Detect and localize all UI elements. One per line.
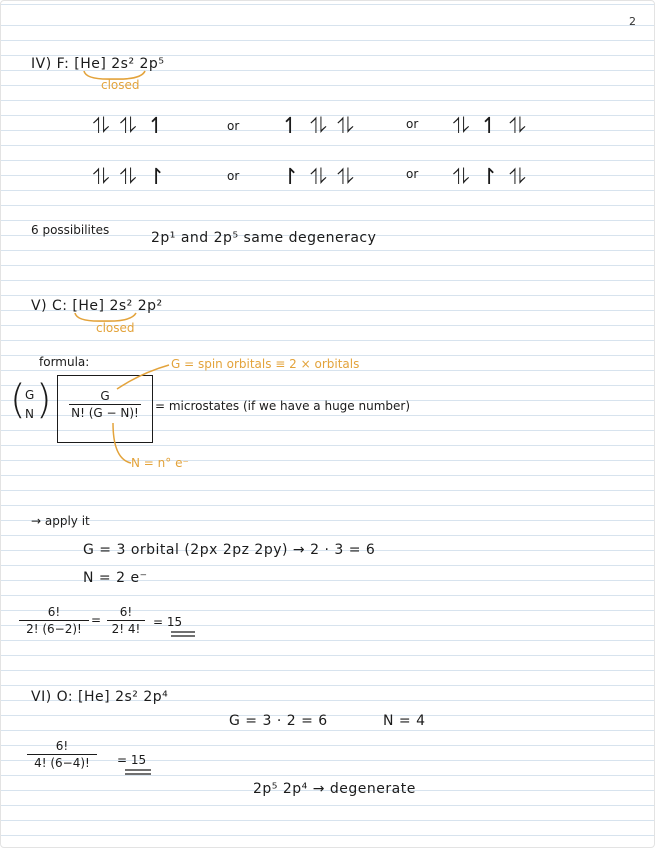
- degenerate-note: 2p⁵ 2p⁴ → degenerate: [253, 781, 416, 797]
- calc-numerator-1: 6!: [19, 605, 89, 621]
- row1-or-2: or: [406, 117, 419, 131]
- row2-option-1: ⥮ ⥮ ↾: [93, 165, 168, 190]
- result-underline-vi: [125, 770, 151, 774]
- section-v-title: V) C: [He] 2s² 2p²: [31, 298, 163, 314]
- row1-option-1: ⥮ ⥮ ↿: [93, 114, 168, 139]
- g-arrow: [117, 365, 169, 389]
- section-v-closed-note: closed: [96, 321, 135, 335]
- vi-calc-denominator: 4! (6−4)!: [34, 756, 90, 770]
- formula-denominator: N! (G − N)!: [71, 406, 139, 420]
- brace-v: [75, 313, 136, 321]
- result-underline-v: [171, 632, 195, 636]
- binom-left-paren: (: [10, 377, 26, 423]
- calc-denominator-2: 2! 4!: [111, 622, 141, 636]
- row1-or-1: or: [227, 119, 240, 133]
- brace-iv: [84, 71, 145, 79]
- vi-calc-numerator: 6!: [27, 739, 97, 755]
- n-definition-note: N = n° e⁻: [131, 456, 189, 470]
- row2-or-2: or: [406, 167, 419, 181]
- section-vi-title: VI) O: [He] 2s² 2p⁴: [31, 689, 169, 705]
- calc-result: = 15: [153, 615, 183, 629]
- section-iv-title: IV) F: [He] 2s² 2p⁵: [31, 56, 165, 72]
- microstates-note: = microstates (if we have a huge number): [155, 399, 410, 413]
- vi-g-line: G = 3 · 2 = 6: [229, 713, 328, 729]
- binom-top: G: [25, 388, 35, 402]
- page-number: 2: [629, 15, 636, 28]
- row1-option-3: ⥮ ↿ ⥮: [453, 114, 528, 139]
- g-calc-line: G = 3 orbital (2px 2pz 2py) → 2 · 3 = 6: [83, 542, 376, 558]
- n-arrow: [113, 423, 131, 463]
- binom-right-paren: ): [36, 377, 52, 423]
- row2-option-2: ↾ ⥮ ⥮: [281, 165, 356, 190]
- n-calc-line: N = 2 e⁻: [83, 570, 148, 586]
- calc-equals: =: [91, 613, 102, 627]
- row1-option-2: ↿ ⥮ ⥮: [281, 114, 356, 139]
- vi-calc-result: = 15: [117, 753, 147, 767]
- formula-label: formula:: [39, 355, 90, 369]
- section-iv-closed-note: closed: [101, 78, 140, 92]
- possibilities-note: 6 possibilites: [31, 223, 110, 237]
- calc-denominator-1: 2! (6−2)!: [26, 622, 82, 636]
- apply-label: → apply it: [31, 514, 90, 528]
- vi-n-line: N = 4: [383, 713, 426, 729]
- degeneracy-note: 2p¹ and 2p⁵ same degeneracy: [151, 230, 377, 246]
- calc-numerator-2: 6!: [107, 605, 145, 621]
- formula-numerator: G: [69, 389, 141, 405]
- row2-or-1: or: [227, 169, 240, 183]
- g-definition-note: G = spin orbitals ≡ 2 × orbitals: [171, 357, 360, 371]
- binom-bottom: N: [25, 407, 34, 421]
- row2-option-3: ⥮ ↾ ⥮: [453, 165, 528, 190]
- ink-strokes: [1, 1, 654, 847]
